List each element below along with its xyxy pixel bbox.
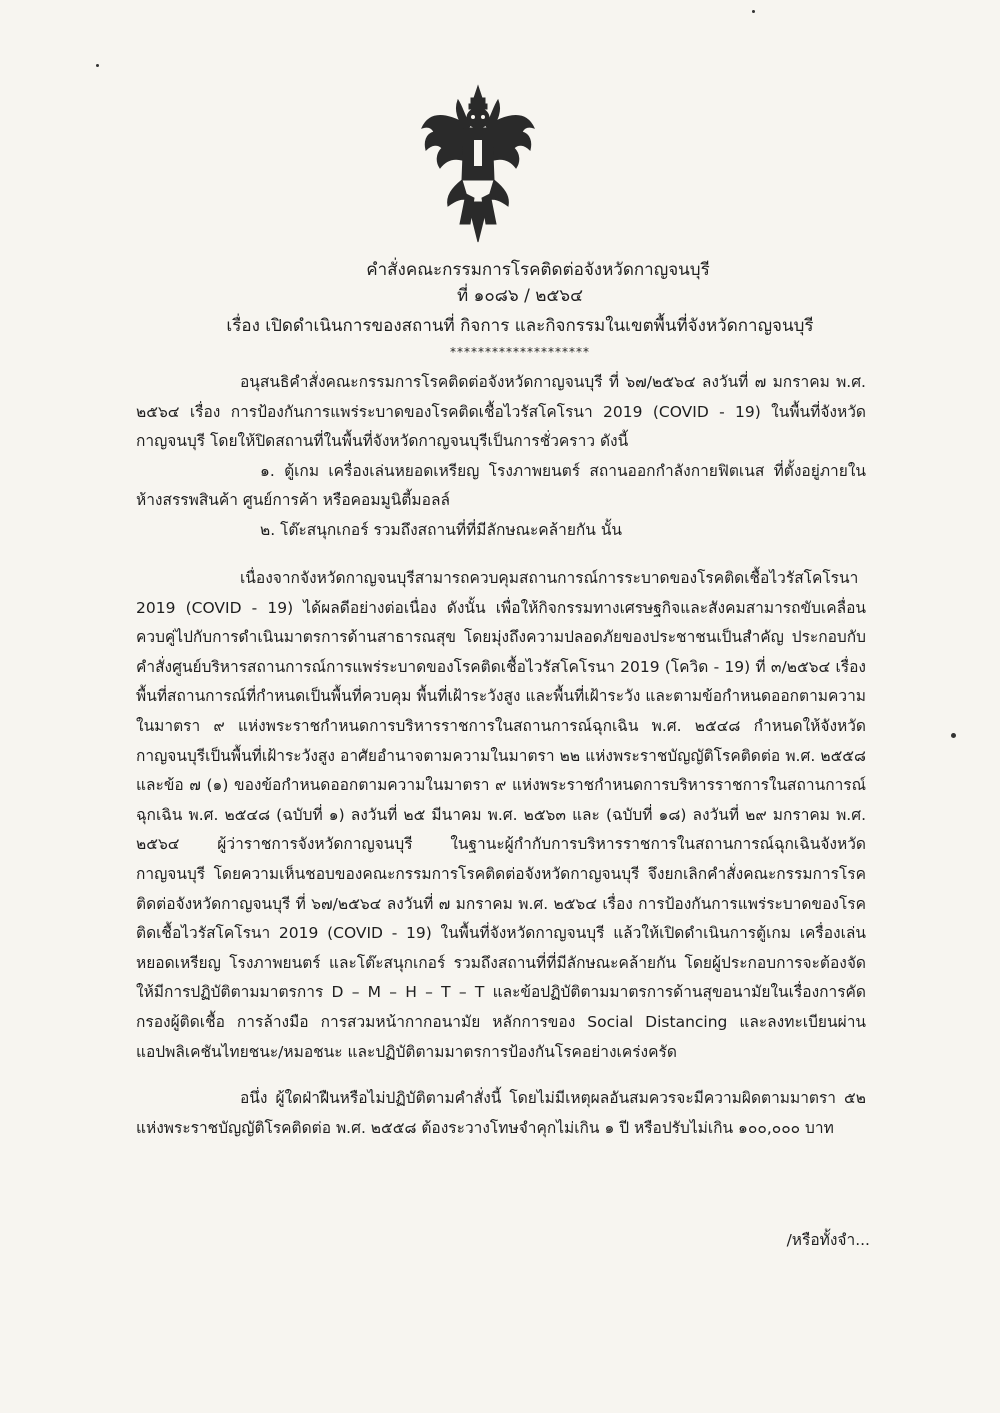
paragraph-1: อนุสนธิคำสั่งคณะกรรมการโรคติดต่อจังหวัดกาญจนบุรี ที่ ๖๗/๒๕๖๔ ลงวันที่ ๗ มกราคม พ.ศ. ๒๕๖๔ เรื่อง การป้องกันการแพร่ระบาดของโรคติดเชื้อไวรัสโคโรนา 2019 (COVID - 19) ในพื้นที่จังหวัดกาญจนบุรี โดยให้ปิดสถานที่ในพื้นที่จังหวัดกาญจนบุรีเป็นการชั่วคราว ดังนี้: [136, 373, 866, 451]
scan-speck: [951, 733, 956, 738]
order-title: คำสั่งคณะกรรมการโรคติดต่อจังหวัดกาญจนบุรี: [366, 260, 710, 280]
list-item-2: ๒. โต๊ะสนุกเกอร์ รวมถึงสถานที่ที่มีลักษณะคล้ายกัน นั้น: [260, 520, 623, 539]
paragraph-2: เนื่องจากจังหวัดกาญจนบุรีสามารถควบคุมสถานการณ์การระบาดของโรคติดเชื้อไวรัสโคโรนา 2019 (COVID - 19) ได้ผลดีอย่างต่อเนื่อง ดังนั้น เพื่อให้กิจกรรมทางเศรษฐกิจและสังคมสามารถขับเคลื่อนควบคู่ไปกับการดำเนินมาตรการด้านสาธารณสุข โดยมุ่งถึงความปลอดภัยของประชาชนเป็นสำคัญ ประกอบกับคำสั่งศูนย์บริหารสถานการณ์การแพร่ระบาดของโรคติดเชื้อไวรัสโคโรนา 2019 (โควิด - 19) ที่ ๓/๒๕๖๔ เรื่อง พื้นที่สถานการณ์ที่กำหนดเป็นพื้นที่ควบคุม พื้นที่เฝ้าระวังสูง และพื้นที่เฝ้าระวัง และตามข้อกำหนดออกตามความในมาตรา ๙ แห่งพระราชกำหนดการบริหารราชการในสถานการณ์ฉุกเฉิน พ.ศ. ๒๕๔๘ กำหนดให้จังหวัดกาญจนบุรีเป็นพื้นที่เฝ้าระวังสูง อาศัยอำนาจตามความในมาตรา ๒๒ แห่งพระราชบัญญัติโรคติดต่อ พ.ศ. ๒๕๕๘ และข้อ ๗ (๑) ของข้อกำหนดออกตามความในมาตรา ๙ แห่งพระราชกำหนดการบริหารราชการในสถานการณ์ฉุกเฉิน พ.ศ. ๒๕๔๘ (ฉบับที่ ๑) ลงวันที่ ๒๕ มีนาคม พ.ศ. ๒๕๖๓ และ (ฉบับที่ ๑๘) ลงวันที่ ๒๙ มกราคม พ.ศ. ๒๕๖๔ ผู้ว่าราชการจังหวัดกาญจนบุรี ในฐานะผู้กำกับการบริหารราชการในสถานการณ์ฉุกเฉินจังหวัดกาญจนบุรี โดยความเห็นชอบของคณะกรรมการโรคติดต่อจังหวัดกาญจนบุรี จึงยกเลิกคำสั่งคณะกรรมการโรคติดต่อจังหวัดกาญจนบุรี ที่ ๖๗/๒๕๖๔ ลงวันที่ ๗ มกราคม พ.ศ. ๒๕๖๔ เรื่อง การป้องกันการแพร่ระบาดของโรคติดเชื้อไวรัสโคโรนา 2019 (COVID - 19) ในพื้นที่จังหวัดกาญจนบุรี แล้วให้เปิดดำเนินการตู้เกม เครื่องเล่นหยอดเหรียญ โรงภาพยนตร์ และโต๊ะสนุกเกอร์ รวมถึงสถานที่ที่มีลักษณะคล้ายกัน โดยผู้ประกอบการจะต้องจัดให้มีการปฏิบัติตามมาตรการ D – M – H – T – T และข้อปฏิบัติตามมาตรการด้านสุขอนามัยในเรื่องการคัดกรองผู้ติดเชื้อ การล้างมือ การสวมหน้ากากอนามัย หลักการของ Social Distancing และลงทะเบียนผ่านแอปพลิเคชันไทยชนะ/หมอชนะ และปฏิบัติตามมาตรการป้องกันโรคอย่างเคร่งครัด: [136, 569, 866, 1061]
list-item-1: ๑. ตู้เกม เครื่องเล่นหยอดเหรียญ โรงภาพยนตร์ สถานออกกำลังกายฟิตเนส ที่ตั้งอยู่ภายในห้างสรรพสินค้า ศูนย์การค้า หรือคอมมูนิตี้มอลล์: [136, 461, 866, 510]
garuda-emblem-icon: [418, 84, 538, 244]
order-number: ที่ ๑๐๘๖ / ๒๕๖๔: [457, 286, 583, 306]
scan-speck: [752, 10, 755, 13]
order-subject: เรื่อง เปิดดำเนินการของสถานที่ กิจการ และกิจกรรมในเขตพื้นที่จังหวัดกาญจนบุรี: [226, 316, 814, 336]
scan-speck: [96, 64, 99, 67]
paragraph-reference: [136, 368, 866, 546]
continuation-text: /หรือทั้งจำ...: [786, 1231, 870, 1249]
header-separator: ********************: [450, 345, 590, 359]
paragraph-3: อนึ่ง ผู้ใดฝ่าฝืนหรือไม่ปฏิบัติตามคำสั่งนี้ โดยไม่มีเหตุผลอันสมควรจะมีความผิดตามมาตรา ๕๒ แห่งพระราชบัญญัติโรคติดต่อ พ.ศ. ๒๕๕๘ ต้องระวางโทษจำคุกไม่เกิน ๑ ปี หรือปรับไม่เกิน ๑๐๐,๐๐๐ บาท: [136, 1089, 866, 1137]
